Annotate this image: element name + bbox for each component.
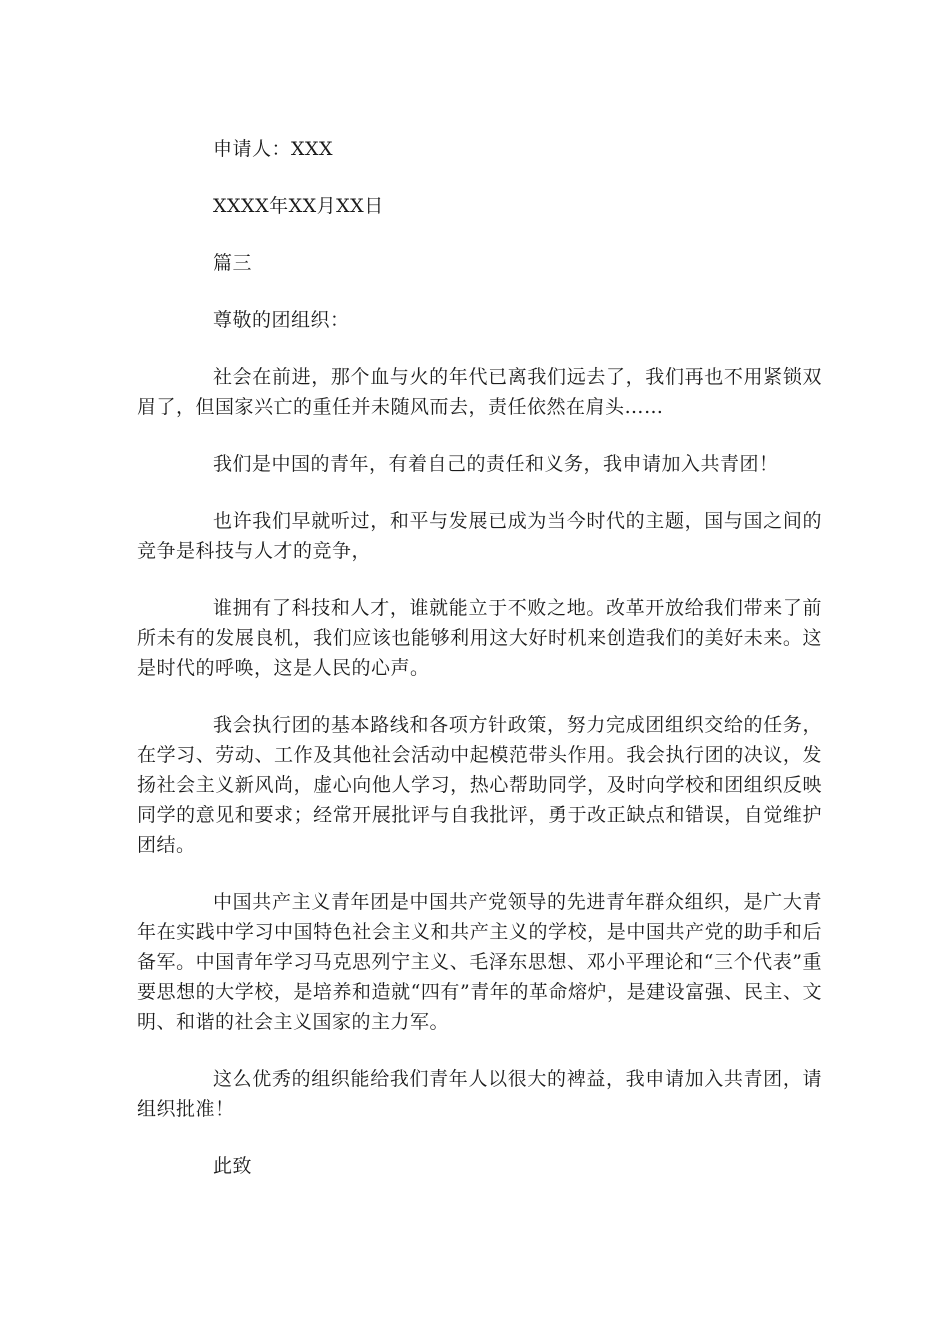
- body-paragraph: 这么优秀的组织能给我们青年人以很大的裨益，我申请加入共青团，请组织批准！: [137, 1068, 822, 1120]
- body-paragraph: 社会在前进，那个血与火的年代已离我们远去了，我们再也不用紧锁双眉了，但国家兴亡的重任并未随风而去，责任依然在肩头……: [137, 366, 822, 418]
- body-paragraph: 也许我们早就听过，和平与发展已成为当今时代的主题，国与国之间的竞争是科技与人才的竞争，: [137, 510, 822, 562]
- closing-line: 此致: [213, 1155, 253, 1177]
- section-heading: 篇三: [213, 252, 253, 274]
- body-paragraph: 谁拥有了科技和人才，谁就能立于不败之地。改革开放给我们带来了前所未有的发展良机，我们应该也能够利用这大好时机来创造我们的美好未来。这是时代的呼唤，这是人民的心声。: [137, 597, 822, 679]
- document-body: [137, 134, 822, 1208]
- body-paragraph: 我们是中国的青年，有着自己的责任和义务，我申请加入共青团！: [213, 453, 779, 475]
- body-paragraph: 中国共产主义青年团是中国共产党领导的先进青年群众组织，是广大青年在实践中学习中国特色社会主义和共产主义的学校，是中国共产党的助手和后备军。中国青年学习马克思列宁主义、毛泽东思想、邓小平理论和“三个代表”重要思想的大学校，是培养和造就“四有”青年的革命熔炉，是建设富强、民主、文明、和谐的社会主义国家的主力军。: [137, 891, 822, 1033]
- salutation: 尊敬的团组织：: [213, 309, 350, 331]
- body-paragraph: 我会执行团的基本路线和各项方针政策，努力完成团组织交给的任务，在学习、劳动、工作及其他社会活动中起模范带头作用。我会执行团的决议，发扬社会主义新风尚，虚心向他人学习，热心帮助同学，及时向学校和团组织反映同学的意见和要求；经常开展批评与自我批评，勇于改正缺点和错误，自觉维护团结。: [137, 714, 822, 856]
- applicant-line: 申请人：XXX: [213, 138, 334, 160]
- date-line: XXXX年XX月XX日: [213, 195, 384, 217]
